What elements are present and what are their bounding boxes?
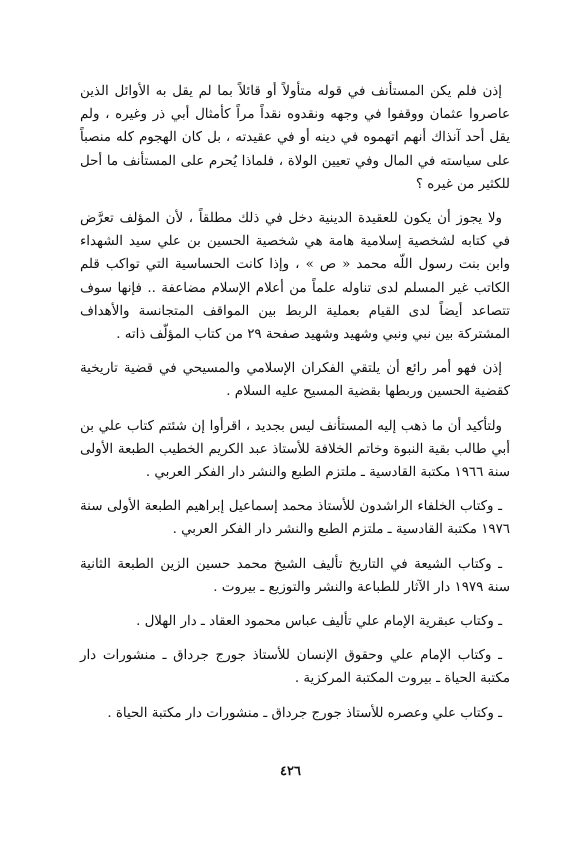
paragraph-1: إذن فلم يكن المستأنف في قوله متأولاً أو قائلاً بما لم يقل به الأوائل الذين عاصروا عثمان ووقفوا في وجهه ونقدوه نقداً مراً كأمثال أبي ذر وغيره ، ولم يقل أحد آنذاك أنهم اتهموه في دينه أو في عقيدته ، بل كان الهجوم كله منصباً على سياسته في المال وفي تعيين الولاة ، فلماذا يُحرم على المستأنف ما أحل للكثير من غيره ؟ (80, 84, 510, 192)
list-item-abqariya: ـ وكتاب عبقرية الإمام علي تأليف عباس محمود العقاد ـ دار الهلال . (136, 614, 502, 630)
paragraph-3: إذن فهو أمر رائع أن يلتقي الفكران الإسلامي والمسيحي في قضية تاريخية كقضية الحسين وربطها بقضية المسيح عليه السلام . (80, 361, 510, 400)
paragraph-4: ولتأكيد أن ما ذهب إليه المستأنف ليس بجديد ، اقرأوا إن شئتم كتاب علي بن أبي طالب بقية النبوة وخاتم الخلافة للأستاذ عبد الكريم الخطيب الطبعة الأولى سنة ١٩٦٦ مكتبة القادسية ـ ملتزم الطبع والنشر دار الفكر العربي . (80, 418, 510, 481)
page-number: ٤٢٦ (280, 764, 301, 779)
list-item-shia: ـ وكتاب الشيعة في التاريخ تأليف الشيخ محمد حسين الزين الطبعة الثانية سنة ١٩٧٩ دار الآثار للطباعة والنشر والتوزيع ـ بيروت . (80, 556, 510, 595)
list-item-asruh: ـ وكتاب علي وعصره للأستاذ جورج جرداق ـ منشورات دار مكتبة الحياة . (107, 705, 502, 721)
list-item-huquq: ـ وكتاب الإمام علي وحقوق الإنسان للأستاذ جورج جرداق ـ منشورات دار مكتبة الحياة ـ بيروت المكتبة المركزية . (80, 648, 510, 687)
paragraph-2: ولا يجوز أن يكون للعقيدة الدينية دخل في ذلك مطلقاً ، لأن المؤلف تعرَّض في كتابه لشخصية إسلامية هامة هي شخصية الحسين بن علي سيد الشهداء وابن بنت رسول اللّه محمد « ص » ، وإذا كانت الحساسية التي تواكب قلم الكاتب غير المسلم لدى تناوله علماً من أعلام الإسلام مضاعفة .. فإنها سوف تتصاعد أيضاً لدى القيام بعملية الربط بين المواقف المتجانسة والأهداف المشتركة بين نبي ونبي وشهيد وشهيد صفحة ٢٩ من كتاب المؤلّف ذاته . (80, 211, 510, 343)
list-item-khulafa: ـ وكتاب الخلفاء الراشدون للأستاذ محمد إسماعيل إبراهيم الطبعة الأولى سنة ١٩٧٦ مكتبة القادسية ـ ملتزم الطبع والنشر دار الفكر العربي . (80, 499, 510, 538)
body-text (80, 80, 510, 736)
